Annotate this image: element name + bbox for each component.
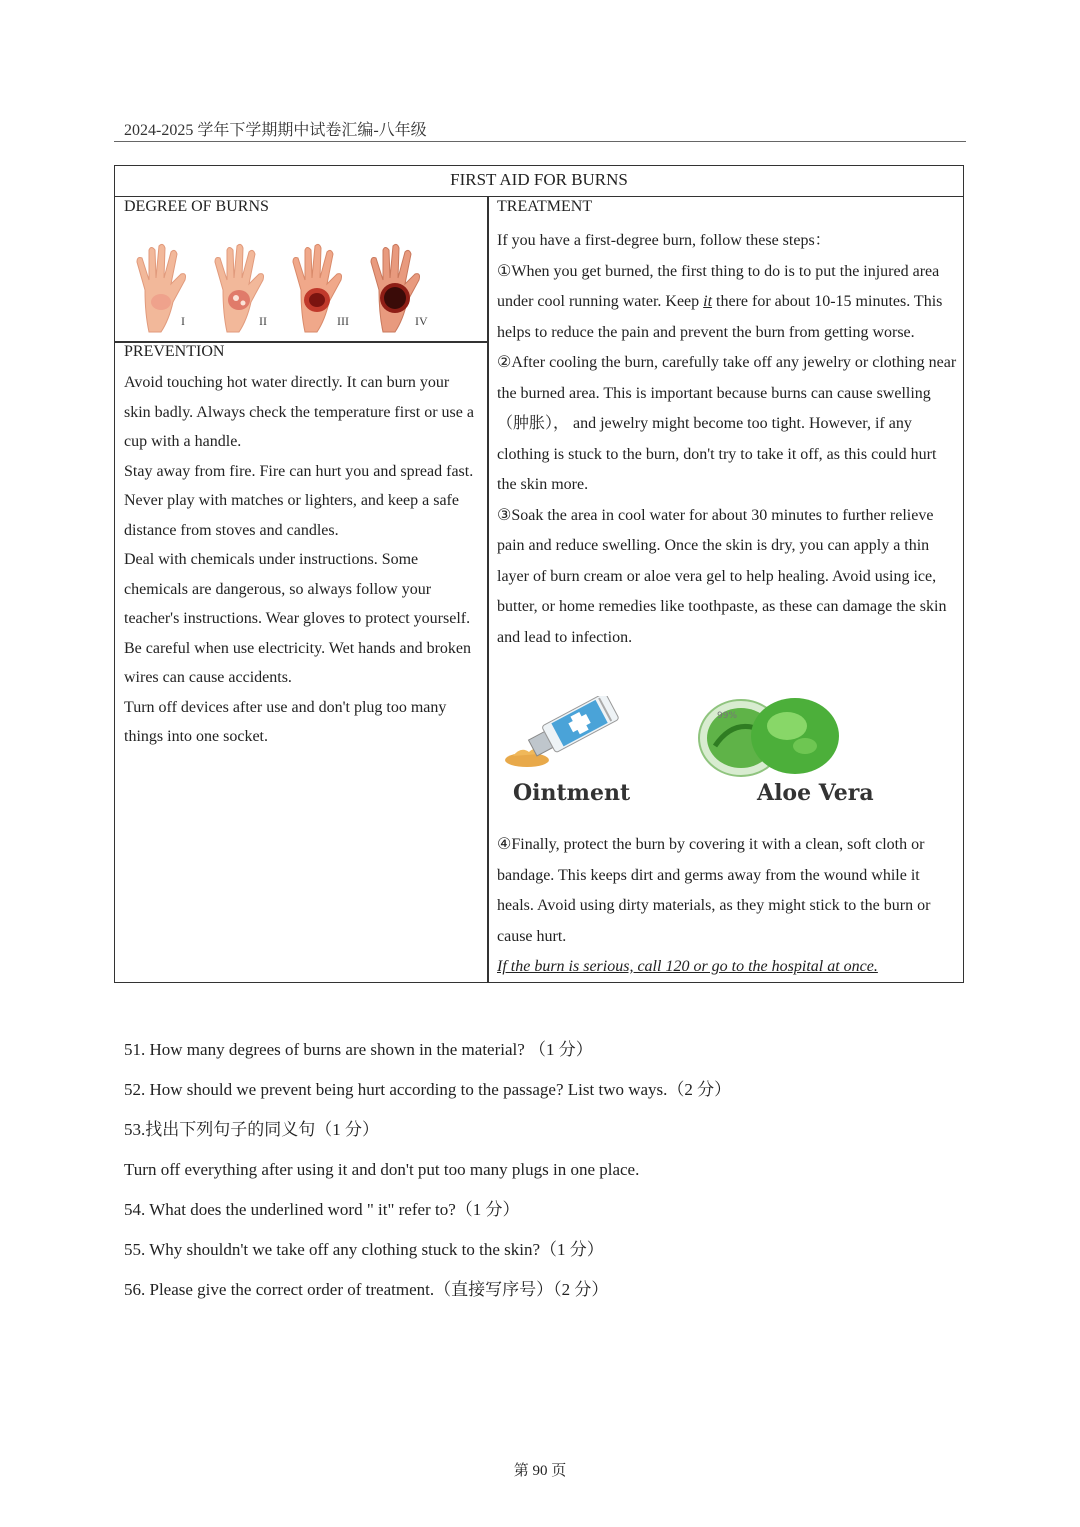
question-56: 56. Please give the correct order of treatment.（直接写序号）（2 分） (124, 1280, 609, 1299)
degree-label-2: II (259, 314, 267, 328)
treatment-final (497, 830, 959, 983)
table-title: FIRST AID FOR BURNS (115, 166, 963, 197)
first-aid-table (114, 165, 964, 983)
aloe-jar-text: 99% (717, 711, 738, 721)
treatment-step-1: ①When you get burned, the first thing to do is to put the injured area under cool running water. Keep it there for about 10-15 minutes. This helps to reduce the pain and prevent the burn from getting worse. (497, 262, 943, 341)
question-53-sentence: Turn off everything after using it and don't put too many plugs in one place. (124, 1160, 640, 1179)
question-55: 55. Why shouldn't we take off any clothing stuck to the skin?（1 分） (124, 1240, 604, 1259)
prevention-paragraph: Avoid touching hot water directly. It can burn your skin badly. Always check the temperature first or use a cup with a handle. (124, 374, 474, 450)
prevention-text (124, 368, 476, 752)
treatment-heading: TREATMENT (497, 198, 593, 215)
degree-label-3: III (337, 314, 349, 328)
aloe-vera-jar-icon (695, 696, 845, 778)
underlined-it: it (703, 293, 713, 310)
degree-heading: DEGREE OF BURNS (124, 198, 269, 215)
ointment-tube-icon (499, 696, 629, 771)
question-52: 52. How should we prevent being hurt according to the passage? List two ways.（2 分） (124, 1080, 732, 1099)
question-54: 54. What does the underlined word " it" refer to?（1 分） (124, 1200, 520, 1219)
treatment-intro: If you have a first-degree burn, follow these steps： (497, 232, 831, 249)
prevention-heading: PREVENTION (124, 343, 225, 360)
treatment-step-2: ②After cooling the burn, carefully take off any jewelry or clothing near the burned area. This is important because burns can cause swelling（肿胀）， and jewelry might become too tight. However, if any clothing is stuck to the burn, don't try to take it off, as this could hurt the skin more. (497, 354, 957, 493)
document-header-title: 2024-2025 学年下学期期中试卷汇编-八年级 (124, 122, 427, 139)
question-51: 51. How many degrees of burns are shown in the material? （1 分） (124, 1040, 593, 1059)
treatment-text (497, 226, 959, 653)
final-warning: If the burn is serious, call 120 or go to the hospital at once. (497, 958, 878, 975)
prevention-paragraph: Deal with chemicals under instructions. Some chemicals are dangerous, so always follow your teacher's instructions. Wear gloves to protect yourself. Be careful when use electricity. Wet hands and broken wires can cause accidents. (124, 551, 472, 686)
treatment-step-4: ④Finally, protect the burn by covering it with a clean, soft cloth or bandage. This keeps dirt and germs away from the wound while it heals. Avoid using dirty materials, as they might stick to the burn or cause hurt. (497, 836, 931, 945)
degree-label-1: I (181, 314, 185, 328)
prevention-paragraph: Stay away from fire. Fire can hurt you and spread fast. Never play with matches or lighters, and keep a safe distance from stoves and candles. (124, 462, 474, 539)
ointment-label: Ointment (513, 780, 631, 806)
page-number: 第 90 页 (513, 1463, 567, 1479)
question-53: 53.找出下列句子的同义句（1 分） (124, 1120, 379, 1139)
degree-label-4: IV (415, 314, 428, 328)
column-divider (487, 197, 489, 982)
prevention-paragraph: Turn off devices after use and don't plug too many things into one socket. (124, 698, 447, 745)
aloe-vera-label: Aloe Vera (757, 780, 874, 806)
header-rule (114, 141, 966, 142)
products-illustration (499, 696, 939, 816)
question-list (124, 1030, 964, 1310)
burn-degree-illustration (131, 240, 431, 335)
treatment-step-3: ③Soak the area in cool water for about 30 minutes to further relieve pain and reduce swelling. Once the skin is dry, you can apply a thin layer of burn cream or aloe vera gel to help healing. Avoid using ice, butter, or home remedies like toothpaste, as these can damage the skin and lead to infection. (497, 506, 947, 646)
